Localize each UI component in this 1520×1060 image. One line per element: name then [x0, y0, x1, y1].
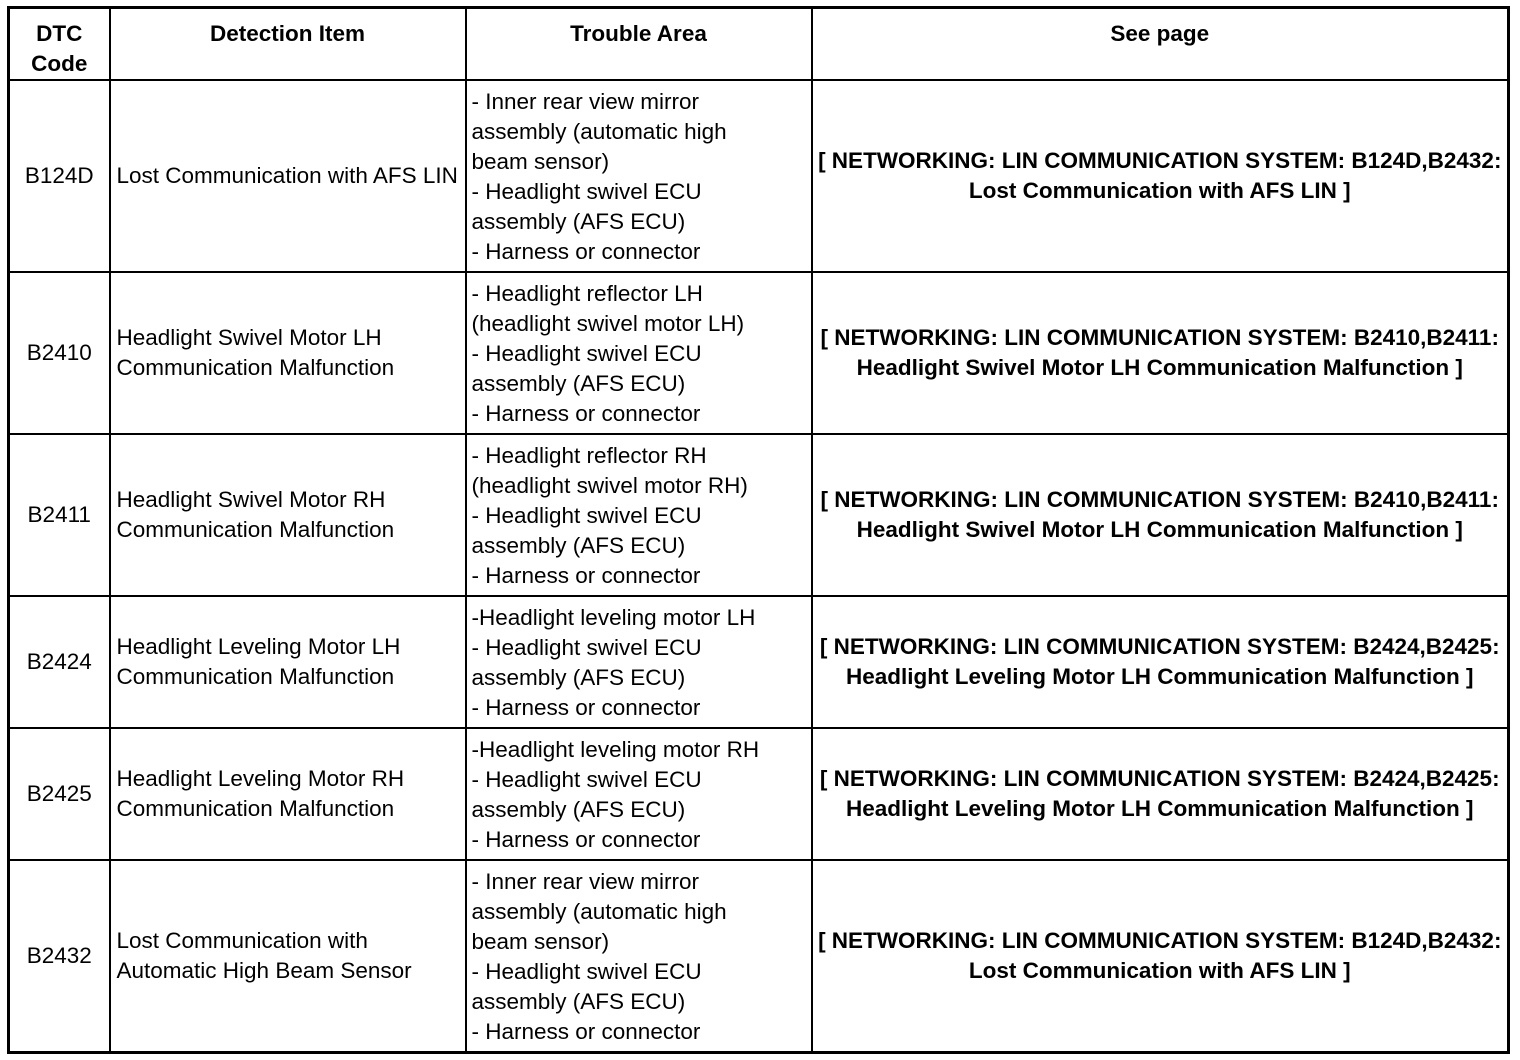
- trouble-area-line: (headlight swivel motor RH): [471, 473, 748, 498]
- trouble-area-line: assembly (AFS ECU): [471, 989, 686, 1014]
- trouble-area-line: - Headlight swivel ECU: [471, 341, 702, 366]
- trouble-area-line: - Headlight swivel ECU: [471, 503, 702, 528]
- dtc-code-cell: B2411: [9, 434, 110, 596]
- trouble-area-line: assembly (automatic high: [471, 899, 727, 924]
- see-page-link[interactable]: [ NETWORKING: LIN COMMUNICATION SYSTEM: B2410,B2411: Headlight Swivel Motor LH Communication Malfunction ]: [812, 272, 1509, 434]
- dtc-code-cell: B2425: [9, 728, 110, 860]
- detection-item-cell: Headlight Leveling Motor LH Communication Malfunction: [110, 596, 466, 728]
- trouble-area-cell: [466, 860, 812, 1052]
- detection-item-cell: Headlight Swivel Motor LH Communication Malfunction: [110, 272, 466, 434]
- trouble-area-cell: [466, 596, 812, 728]
- dtc-code-cell: B2432: [9, 860, 110, 1052]
- header-dtc-code-line1: DTC: [36, 21, 83, 46]
- trouble-area-line: (headlight swivel motor LH): [471, 311, 745, 336]
- trouble-area-line: - Harness or connector: [471, 1019, 701, 1044]
- trouble-area-line: - Harness or connector: [471, 239, 701, 264]
- header-dtc-code-line2: Code: [31, 51, 88, 76]
- see-page-link[interactable]: [ NETWORKING: LIN COMMUNICATION SYSTEM: B2424,B2425: Headlight Leveling Motor LH Communication Malfunction ]: [812, 728, 1509, 860]
- trouble-area-line: assembly (AFS ECU): [471, 209, 686, 234]
- trouble-area-line: beam sensor): [471, 929, 610, 954]
- trouble-area-line: - Headlight swivel ECU: [471, 767, 702, 792]
- trouble-area-cell: [466, 80, 812, 272]
- see-page-link[interactable]: [ NETWORKING: LIN COMMUNICATION SYSTEM: B2410,B2411: Headlight Swivel Motor LH Communication Malfunction ]: [812, 434, 1509, 596]
- header-trouble-area: Trouble Area: [466, 8, 812, 81]
- table-row: [9, 728, 1509, 860]
- table-row: [9, 860, 1509, 1052]
- detection-item-cell: Lost Communication with Automatic High Beam Sensor: [110, 860, 466, 1052]
- trouble-area-line: - Inner rear view mirror: [471, 869, 700, 894]
- table-header-row: [9, 8, 1509, 81]
- header-see-page: See page: [812, 8, 1509, 81]
- dtc-code-cell: B2410: [9, 272, 110, 434]
- trouble-area-line: - Headlight swivel ECU: [471, 959, 702, 984]
- trouble-area-line: assembly (AFS ECU): [471, 665, 686, 690]
- detection-item-cell: Headlight Swivel Motor RH Communication Malfunction: [110, 434, 466, 596]
- trouble-area-line: - Harness or connector: [471, 401, 701, 426]
- trouble-area-cell: [466, 434, 812, 596]
- detection-item-cell: Lost Communication with AFS LIN: [110, 80, 466, 272]
- trouble-area-line: -Headlight leveling motor LH: [471, 605, 756, 630]
- dtc-code-cell: B2424: [9, 596, 110, 728]
- header-dtc-code: [9, 8, 110, 81]
- trouble-area-line: - Headlight swivel ECU: [471, 635, 702, 660]
- trouble-area-line: assembly (AFS ECU): [471, 533, 686, 558]
- trouble-area-line: beam sensor): [471, 149, 610, 174]
- trouble-area-line: - Harness or connector: [471, 695, 701, 720]
- dtc-table: [7, 6, 1510, 1054]
- table-row: [9, 80, 1509, 272]
- see-page-link[interactable]: [ NETWORKING: LIN COMMUNICATION SYSTEM: B2424,B2425: Headlight Leveling Motor LH Communication Malfunction ]: [812, 596, 1509, 728]
- trouble-area-line: - Headlight reflector RH: [471, 443, 707, 468]
- detection-item-cell: Headlight Leveling Motor RH Communication Malfunction: [110, 728, 466, 860]
- trouble-area-line: - Headlight swivel ECU: [471, 179, 702, 204]
- table-row: [9, 434, 1509, 596]
- trouble-area-cell: [466, 272, 812, 434]
- trouble-area-line: - Harness or connector: [471, 563, 701, 588]
- table-row: [9, 272, 1509, 434]
- trouble-area-line: assembly (AFS ECU): [471, 371, 686, 396]
- see-page-link[interactable]: [ NETWORKING: LIN COMMUNICATION SYSTEM: B124D,B2432: Lost Communication with AFS LIN ]: [812, 860, 1509, 1052]
- trouble-area-line: - Headlight reflector LH: [471, 281, 703, 306]
- dtc-code-cell: B124D: [9, 80, 110, 272]
- trouble-area-line: assembly (AFS ECU): [471, 797, 686, 822]
- trouble-area-line: - Inner rear view mirror: [471, 89, 700, 114]
- trouble-area-line: -Headlight leveling motor RH: [471, 737, 760, 762]
- trouble-area-line: - Harness or connector: [471, 827, 701, 852]
- see-page-link[interactable]: [ NETWORKING: LIN COMMUNICATION SYSTEM: B124D,B2432: Lost Communication with AFS LIN ]: [812, 80, 1509, 272]
- trouble-area-cell: [466, 728, 812, 860]
- table-row: [9, 596, 1509, 728]
- header-detection-item: Detection Item: [110, 8, 466, 81]
- trouble-area-line: assembly (automatic high: [471, 119, 727, 144]
